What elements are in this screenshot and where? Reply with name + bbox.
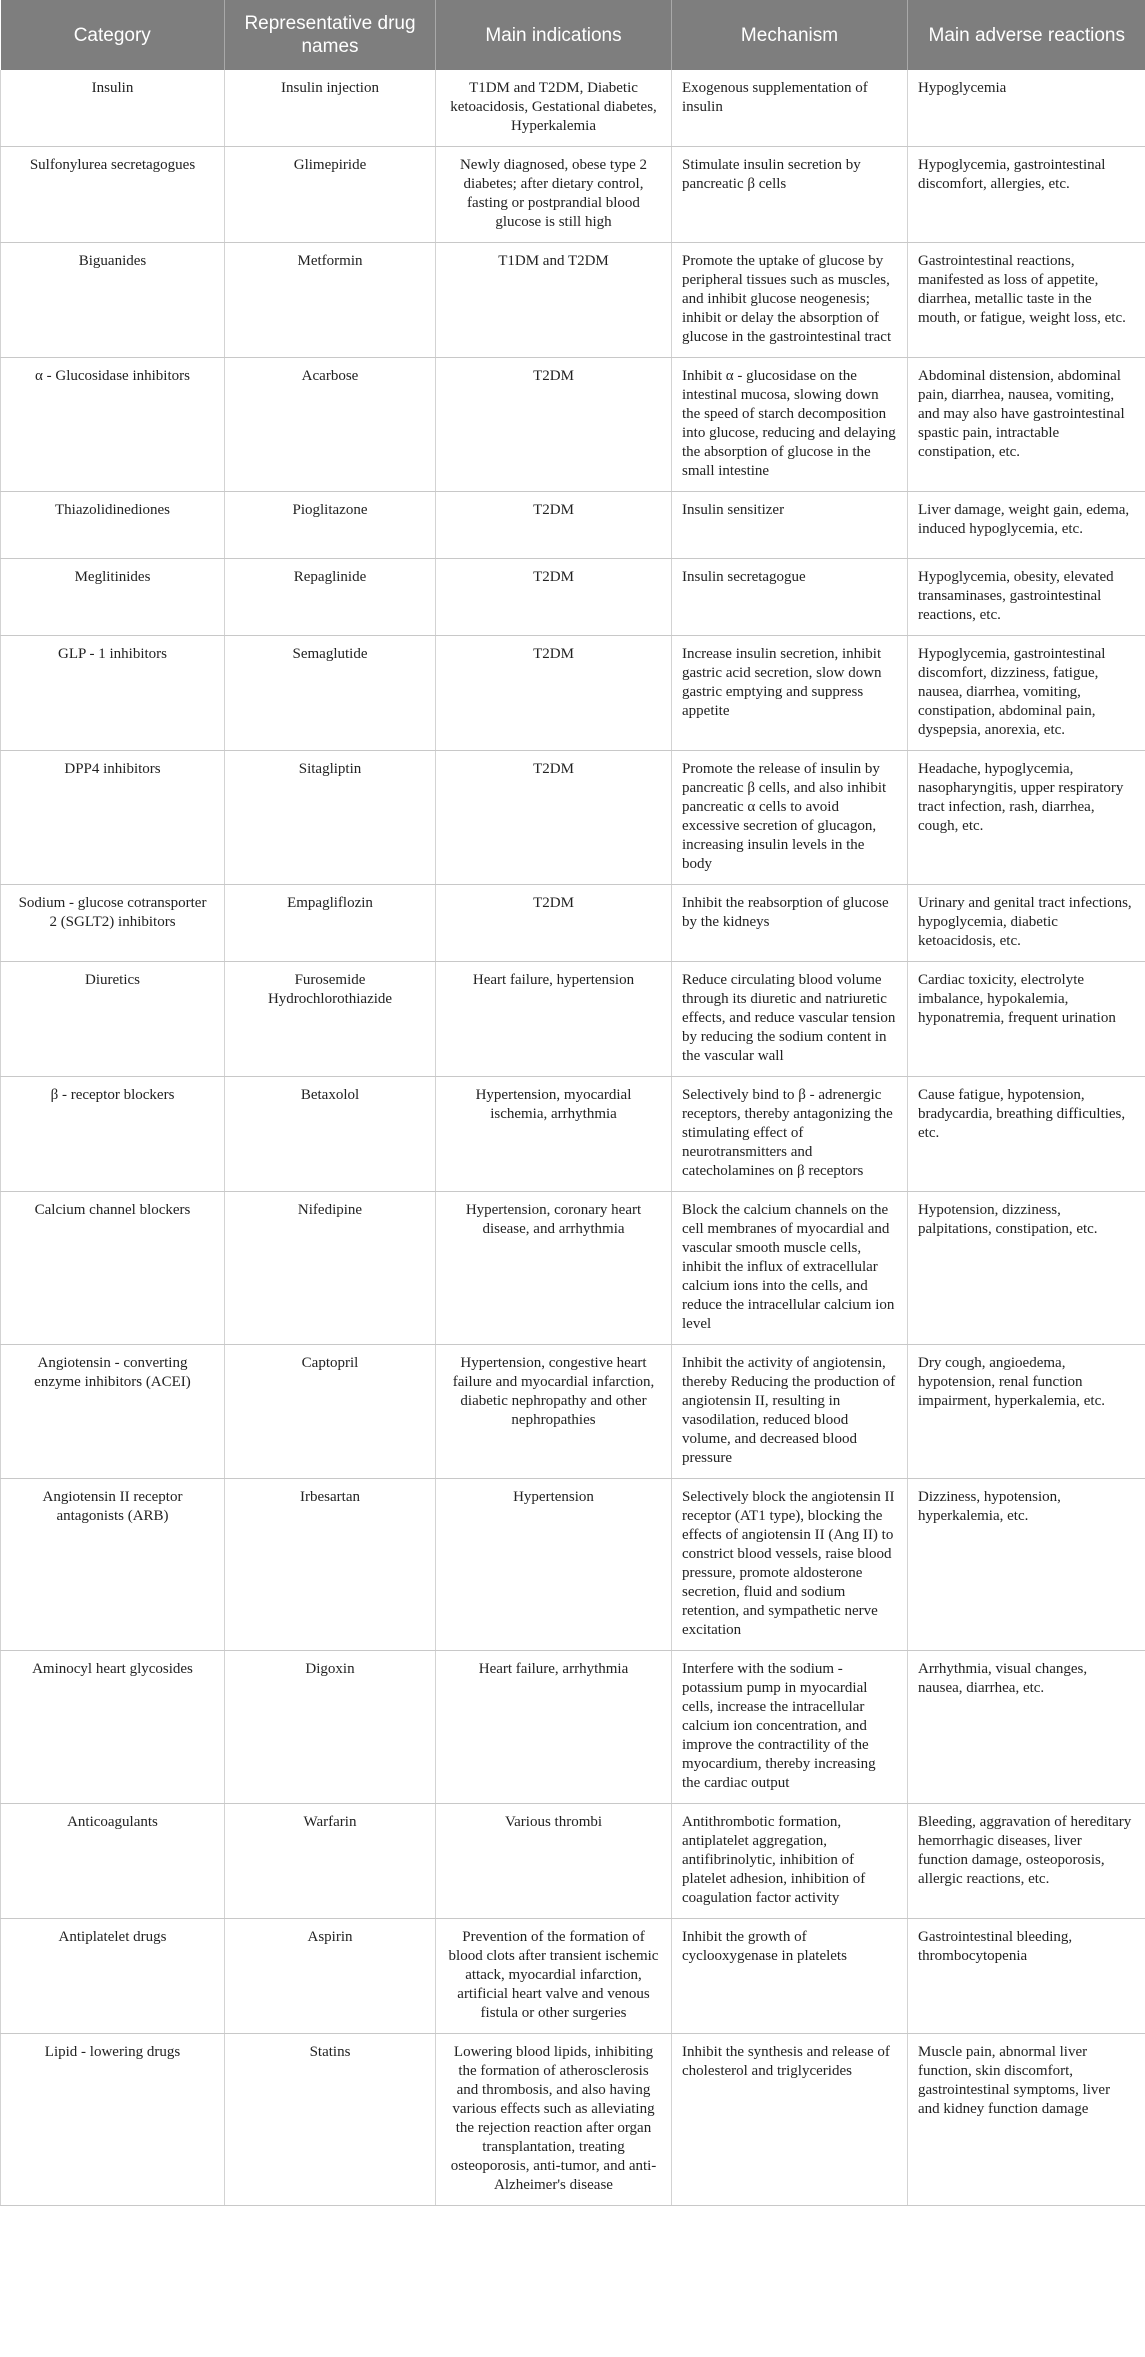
cell-drug-name: Acarbose xyxy=(225,358,436,492)
cell-category: α - Glucosidase inhibitors xyxy=(1,358,225,492)
cell-mechanism: Block the calcium channels on the cell membranes of myocardial and vascular smooth muscle cells, inhibit the influx of extracellular calcium ions into the cells, and reduce the intracellular calcium ion level xyxy=(672,1192,908,1345)
table-row xyxy=(1,885,1145,962)
cell-indications: Various thrombi xyxy=(436,1804,672,1919)
table-row xyxy=(1,962,1145,1077)
cell-indications: Newly diagnosed, obese type 2 diabetes; after dietary control, fasting or postprandial blood glucose is still high xyxy=(436,147,672,243)
cell-category: Sodium - glucose cotransporter 2 (SGLT2) inhibitors xyxy=(1,885,225,962)
cell-mechanism: Selectively bind to β - adrenergic receptors, thereby antagonizing the stimulating effect of neurotransmitters and catecholamines on β receptors xyxy=(672,1077,908,1192)
table-row xyxy=(1,492,1145,559)
cell-drug-name: Semaglutide xyxy=(225,636,436,751)
cell-category: Meglitinides xyxy=(1,559,225,636)
cell-mechanism: Reduce circulating blood volume through its diuretic and natriuretic effects, and reduce vascular tension by reducing the sodium content in the vascular wall xyxy=(672,962,908,1077)
cell-indications: T1DM and T2DM, Diabetic ketoacidosis, Gestational diabetes, Hyperkalemia xyxy=(436,70,672,147)
cell-indications: T2DM xyxy=(436,358,672,492)
cell-indications: Heart failure, arrhythmia xyxy=(436,1651,672,1804)
cell-adverse-reactions: Gastrointestinal bleeding, thrombocytopenia xyxy=(908,1919,1145,2034)
cell-mechanism: Exogenous supplementation of insulin xyxy=(672,70,908,147)
table-header xyxy=(1,0,1145,70)
cell-drug-name: Statins xyxy=(225,2034,436,2206)
cell-mechanism: Inhibit α - glucosidase on the intestinal mucosa, slowing down the speed of starch decomposition into glucose, reducing and delaying the absorption of glucose in the small intestine xyxy=(672,358,908,492)
cell-adverse-reactions: Liver damage, weight gain, edema, induced hypoglycemia, etc. xyxy=(908,492,1145,559)
cell-mechanism: Stimulate insulin secretion by pancreatic β cells xyxy=(672,147,908,243)
cell-mechanism: Antithrombotic formation, antiplatelet aggregation, antifibrinolytic, inhibition of platelet adhesion, inhibition of coagulation factor activity xyxy=(672,1804,908,1919)
header-row xyxy=(1,0,1145,70)
cell-mechanism: Insulin secretagogue xyxy=(672,559,908,636)
cell-indications: Hypertension, myocardial ischemia, arrhythmia xyxy=(436,1077,672,1192)
cell-category: DPP4 inhibitors xyxy=(1,751,225,885)
cell-category: Calcium channel blockers xyxy=(1,1192,225,1345)
table-row xyxy=(1,1804,1145,1919)
cell-drug-name: Aspirin xyxy=(225,1919,436,2034)
cell-indications: T2DM xyxy=(436,885,672,962)
cell-mechanism: Inhibit the activity of angiotensin, thereby Reducing the production of angiotensin II, resulting in vasodilation, reduced blood volume, and decreased blood pressure xyxy=(672,1345,908,1479)
cell-indications: T2DM xyxy=(436,559,672,636)
table-row xyxy=(1,1192,1145,1345)
cell-drug-name: Nifedipine xyxy=(225,1192,436,1345)
cell-adverse-reactions: Cause fatigue, hypotension, bradycardia, breathing difficulties, etc. xyxy=(908,1077,1145,1192)
cell-indications: T2DM xyxy=(436,492,672,559)
cell-indications: Hypertension, congestive heart failure and myocardial infarction, diabetic nephropathy and other nephropathies xyxy=(436,1345,672,1479)
cell-indications: Lowering blood lipids, inhibiting the formation of atherosclerosis and thrombosis, and also having various effects such as alleviating the rejection reaction after organ transplantation, treating osteoporosis, anti-tumor, and anti-Alzheimer's disease xyxy=(436,2034,672,2206)
cell-adverse-reactions: Hypotension, dizziness, palpitations, constipation, etc. xyxy=(908,1192,1145,1345)
cell-mechanism: Interfere with the sodium - potassium pump in myocardial cells, increase the intracellular calcium ion concentration, and improve the contractility of the myocardium, thereby increasing the cardiac output xyxy=(672,1651,908,1804)
table-row xyxy=(1,70,1145,147)
cell-mechanism: Increase insulin secretion, inhibit gastric acid secretion, slow down gastric emptying and suppress appetite xyxy=(672,636,908,751)
table-row xyxy=(1,1479,1145,1651)
table-row xyxy=(1,559,1145,636)
cell-adverse-reactions: Arrhythmia, visual changes, nausea, diarrhea, etc. xyxy=(908,1651,1145,1804)
cell-mechanism: Inhibit the growth of cyclooxygenase in platelets xyxy=(672,1919,908,2034)
cell-category: Anticoagulants xyxy=(1,1804,225,1919)
cell-category: Insulin xyxy=(1,70,225,147)
cell-drug-name: Irbesartan xyxy=(225,1479,436,1651)
cell-adverse-reactions: Dizziness, hypotension, hyperkalemia, etc. xyxy=(908,1479,1145,1651)
cell-drug-name: Digoxin xyxy=(225,1651,436,1804)
cell-indications: Heart failure, hypertension xyxy=(436,962,672,1077)
cell-mechanism: Insulin sensitizer xyxy=(672,492,908,559)
table-row xyxy=(1,1651,1145,1804)
header-mechanism: Mechanism xyxy=(672,0,908,70)
cell-adverse-reactions: Hypoglycemia xyxy=(908,70,1145,147)
table-row xyxy=(1,358,1145,492)
table-row xyxy=(1,1919,1145,2034)
cell-category: Aminocyl heart glycosides xyxy=(1,1651,225,1804)
table-body xyxy=(1,70,1145,2206)
cell-adverse-reactions: Urinary and genital tract infections, hypoglycemia, diabetic ketoacidosis, etc. xyxy=(908,885,1145,962)
cell-category: Lipid - lowering drugs xyxy=(1,2034,225,2206)
cell-mechanism: Promote the release of insulin by pancreatic β cells, and also inhibit pancreatic α cells to avoid excessive secretion of glucagon, increasing insulin levels in the body xyxy=(672,751,908,885)
cell-drug-name: Empagliflozin xyxy=(225,885,436,962)
cell-category: GLP - 1 inhibitors xyxy=(1,636,225,751)
cell-category: Sulfonylurea secretagogues xyxy=(1,147,225,243)
cell-drug-name: Warfarin xyxy=(225,1804,436,1919)
cell-mechanism: Selectively block the angiotensin II receptor (AT1 type), blocking the effects of angiotensin II (Ang II) to constrict blood vessels, raise blood pressure, promote aldosterone secretion, fluid and sodium retention, and sympathetic nerve excitation xyxy=(672,1479,908,1651)
cell-adverse-reactions: Cardiac toxicity, electrolyte imbalance, hypokalemia, hyponatremia, frequent urination xyxy=(908,962,1145,1077)
cell-indications: Hypertension xyxy=(436,1479,672,1651)
cell-category: Angiotensin - converting enzyme inhibitors (ACEI) xyxy=(1,1345,225,1479)
cell-drug-name: Betaxolol xyxy=(225,1077,436,1192)
cell-adverse-reactions: Muscle pain, abnormal liver function, skin discomfort, gastrointestinal symptoms, liver and kidney function damage xyxy=(908,2034,1145,2206)
cell-indications: T2DM xyxy=(436,751,672,885)
cell-adverse-reactions: Hypoglycemia, gastrointestinal discomfort, dizziness, fatigue, nausea, diarrhea, vomiting, constipation, abdominal pain, dyspepsia, anorexia, etc. xyxy=(908,636,1145,751)
cell-indications: Hypertension, coronary heart disease, and arrhythmia xyxy=(436,1192,672,1345)
cell-adverse-reactions: Gastrointestinal reactions, manifested as loss of appetite, diarrhea, metallic taste in the mouth, or fatigue, weight loss, etc. xyxy=(908,243,1145,358)
cell-drug-name: Pioglitazone xyxy=(225,492,436,559)
cell-category: Thiazolidinediones xyxy=(1,492,225,559)
cell-category: β - receptor blockers xyxy=(1,1077,225,1192)
table-row xyxy=(1,1345,1145,1479)
cell-category: Antiplatelet drugs xyxy=(1,1919,225,2034)
cell-category: Biguanides xyxy=(1,243,225,358)
cell-adverse-reactions: Hypoglycemia, obesity, elevated transaminases, gastrointestinal reactions, etc. xyxy=(908,559,1145,636)
header-category: Category xyxy=(1,0,225,70)
cell-drug-name: Glimepiride xyxy=(225,147,436,243)
cell-drug-name: Metformin xyxy=(225,243,436,358)
cell-mechanism: Inhibit the synthesis and release of cholesterol and triglycerides xyxy=(672,2034,908,2206)
cell-drug-name: Insulin injection xyxy=(225,70,436,147)
cell-adverse-reactions: Abdominal distension, abdominal pain, diarrhea, nausea, vomiting, and may also have gastrointestinal spastic pain, intractable constipation, etc. xyxy=(908,358,1145,492)
table-row xyxy=(1,636,1145,751)
cell-adverse-reactions: Dry cough, angioedema, hypotension, renal function impairment, hyperkalemia, etc. xyxy=(908,1345,1145,1479)
cell-adverse-reactions: Hypoglycemia, gastrointestinal discomfort, allergies, etc. xyxy=(908,147,1145,243)
header-main-indications: Main indications xyxy=(436,0,672,70)
cell-mechanism: Inhibit the reabsorption of glucose by the kidneys xyxy=(672,885,908,962)
table-row xyxy=(1,751,1145,885)
cell-drug-name: Repaglinide xyxy=(225,559,436,636)
table-row xyxy=(1,2034,1145,2206)
table-row xyxy=(1,243,1145,358)
cell-category: Diuretics xyxy=(1,962,225,1077)
cell-drug-name: Furosemide Hydrochlorothiazide xyxy=(225,962,436,1077)
table-row xyxy=(1,147,1145,243)
cell-adverse-reactions: Bleeding, aggravation of hereditary hemorrhagic diseases, liver function damage, osteoporosis, allergic reactions, etc. xyxy=(908,1804,1145,1919)
header-drug-names: Representative drug names xyxy=(225,0,436,70)
table-row xyxy=(1,1077,1145,1192)
cell-mechanism: Promote the uptake of glucose by peripheral tissues such as muscles, and inhibit glucose neogenesis; inhibit or delay the absorption of glucose in the gastrointestinal tract xyxy=(672,243,908,358)
cell-indications: T1DM and T2DM xyxy=(436,243,672,358)
cell-drug-name: Captopril xyxy=(225,1345,436,1479)
cell-indications: T2DM xyxy=(436,636,672,751)
cell-drug-name: Sitagliptin xyxy=(225,751,436,885)
cell-adverse-reactions: Headache, hypoglycemia, nasopharyngitis, upper respiratory tract infection, rash, diarrhea, cough, etc. xyxy=(908,751,1145,885)
header-adverse-reactions: Main adverse reactions xyxy=(908,0,1145,70)
cell-indications: Prevention of the formation of blood clots after transient ischemic attack, myocardial infarction, artificial heart valve and venous fistula or other surgeries xyxy=(436,1919,672,2034)
cell-category: Angiotensin II receptor antagonists (ARB) xyxy=(1,1479,225,1651)
